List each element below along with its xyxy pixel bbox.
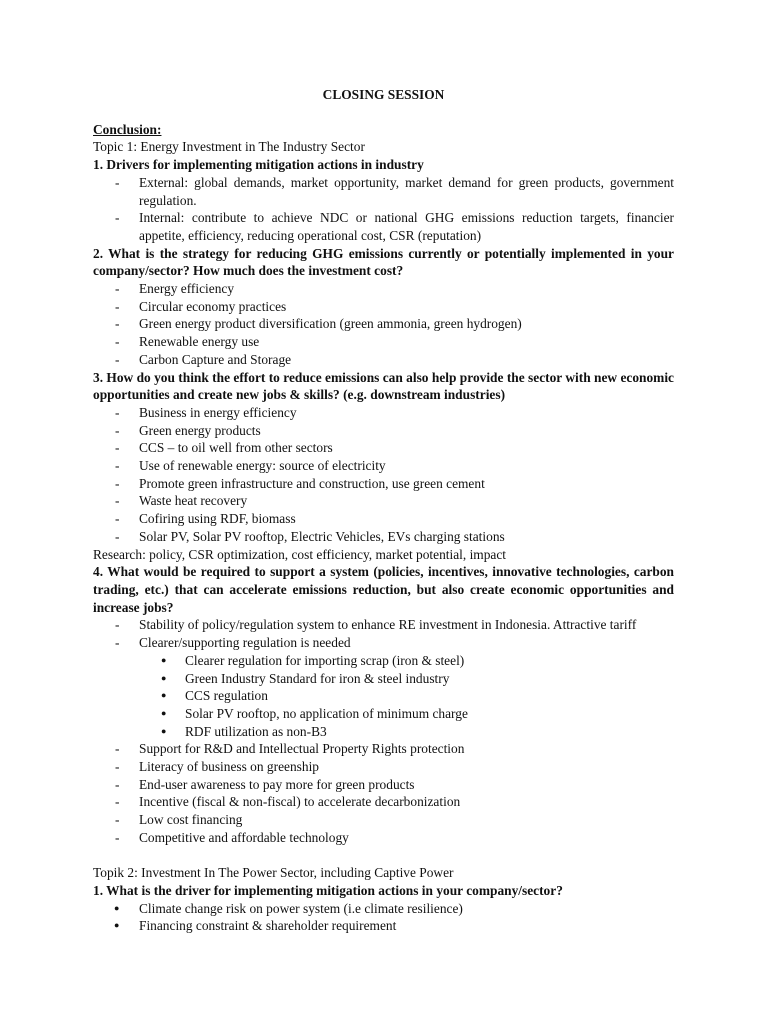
research-line: Research: policy, CSR optimization, cost efficiency, market potential, impact — [93, 546, 507, 562]
topic2-heading: Topik 2: Investment In The Power Sector, including Captive Power — [93, 865, 454, 881]
list-item: - Clearer/supporting regulation is needed — [93, 634, 674, 652]
list-item: ● CCS regulation — [93, 687, 674, 705]
topic2-q1-list — [93, 900, 674, 935]
list-item: - Circular economy practices — [93, 298, 674, 316]
topic2-q1: 1. What is the driver for implementing mitigation actions in your company/sector? — [93, 882, 563, 898]
list-item: - Renewable energy use — [93, 333, 674, 351]
list-item: - External: global demands, market opportunity, market demand for green products, government regulation. — [93, 174, 674, 209]
list-item: - Business in energy efficiency — [93, 404, 674, 422]
list-item: - Stability of policy/regulation system to enhance RE investment in Indonesia. Attractive tariff — [93, 616, 674, 634]
topic1-q2-list — [93, 280, 674, 369]
list-item: ● Solar PV rooftop, no application of minimum charge — [93, 705, 674, 723]
list-item: - Cofiring using RDF, biomass — [93, 510, 674, 528]
topic1-heading: Topic 1: Energy Investment in The Industry Sector — [93, 139, 365, 155]
list-item: ● Green Industry Standard for iron & steel industry — [93, 670, 674, 688]
list-item: - Competitive and affordable technology — [93, 829, 674, 847]
list-item: - Literacy of business on greenship — [93, 758, 674, 776]
topic1-q3-list — [93, 404, 674, 546]
list-item: - End-user awareness to pay more for green products — [93, 776, 674, 794]
list-item: ● Financing constraint & shareholder requirement — [93, 917, 674, 935]
topic1-q1: 1. Drivers for implementing mitigation actions in industry — [93, 157, 424, 173]
list-item: - Incentive (fiscal & non-fiscal) to accelerate decarbonization — [93, 793, 674, 811]
topic1-q4-list-continued — [93, 740, 674, 846]
topic1-q3: 3. How do you think the effort to reduce emissions can also help provide the sector with new economic opportunities and create new jobs & skills? (e.g. downstream industries) — [93, 369, 674, 403]
list-item: - Energy efficiency — [93, 280, 674, 298]
page-title: CLOSING SESSION — [322, 87, 445, 102]
topic1-q2: 2. What is the strategy for reducing GHG emissions currently or potentially implemented in your company/sector? How much does the investment cost? — [93, 245, 674, 279]
topic1-q1-list — [93, 174, 674, 245]
list-item: - Low cost financing — [93, 811, 674, 829]
spacer — [93, 847, 674, 865]
list-item: - Support for R&D and Intellectual Property Rights protection — [93, 740, 674, 758]
topic1-q4: 4. What would be required to support a system (policies, incentives, innovative technologies, carbon trading, etc.) that can accelerate emissions reduction, but also create economic opportunities and increase jobs? — [93, 564, 674, 615]
topic1-q4-list — [93, 616, 674, 651]
list-item: ● RDF utilization as non-B3 — [93, 723, 674, 741]
list-item: - CCS – to oil well from other sectors — [93, 439, 674, 457]
list-item: - Internal: contribute to achieve NDC or national GHG emissions reduction targets, financier appetite, efficiency, reducing operational cost, CSR (reputation) — [93, 209, 674, 244]
list-item: - Promote green infrastructure and construction, use green cement — [93, 475, 674, 493]
list-item: ● Clearer regulation for importing scrap (iron & steel) — [93, 652, 674, 670]
list-item: - Waste heat recovery — [93, 492, 674, 510]
topic1-q4-sublist — [93, 652, 674, 741]
conclusion-label: Conclusion: — [93, 121, 162, 137]
list-item: - Use of renewable energy: source of electricity — [93, 457, 674, 475]
document-page — [93, 86, 674, 935]
list-item: ● Climate change risk on power system (i.e climate resilience) — [93, 900, 674, 918]
list-item: - Green energy products — [93, 422, 674, 440]
list-item: - Green energy product diversification (green ammonia, green hydrogen) — [93, 315, 674, 333]
list-item: - Solar PV, Solar PV rooftop, Electric Vehicles, EVs charging stations — [93, 528, 674, 546]
list-item: - Carbon Capture and Storage — [93, 351, 674, 369]
